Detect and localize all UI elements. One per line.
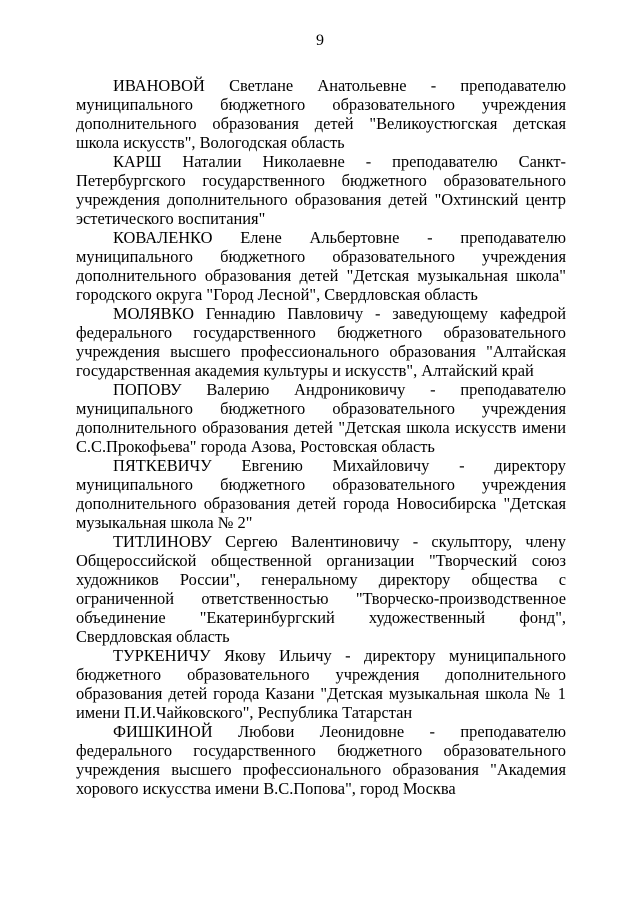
document-body [76,76,566,798]
award-entry-molyavko: МОЛЯВКО Геннадию Павловичу - заведующему кафедрой федерального государственного бюджетного образовательного учреждения высшего профессионального образования "Алтайская государственная академия культуры и искусств", Алтайский край [76,304,566,380]
award-entry-fishkina: ФИШКИНОЙ Любови Леонидовне - преподавателю федерального государственного бюджетного образовательного учреждения высшего профессионального образования "Академия хорового искусства имени В.С.Попова", город Москва [76,722,566,798]
page-number: 9 [316,32,324,49]
award-entry-popov: ПОПОВУ Валерию Андрониковичу - преподавателю муниципального бюджетного образовательного учреждения дополнительного образования детей "Детская школа искусств имени С.С.Прокофьева" города Азова, Ростовская область [76,380,566,456]
award-entry-ivanova: ИВАНОВОЙ Светлане Анатольевне - преподавателю муниципального бюджетного образовательного учреждения дополнительного образования детей "Великоустюгская детская школа искусств", Вологодская область [76,76,566,152]
award-entry-turkenich: ТУРКЕНИЧУ Якову Ильичу - директору муниципального бюджетного образовательного учреждения дополнительного образования детей города Казани "Детская музыкальная школа № 1 имени П.И.Чайковского", Республика Татарстан [76,646,566,722]
award-entry-karsh: КАРШ Наталии Николаевне - преподавателю Санкт-Петербургского государственного бюджетного образовательного учреждения дополнительного образования детей "Охтинский центр эстетического воспитания" [76,152,566,228]
award-entry-pyatkevich: ПЯТКЕВИЧУ Евгению Михайловичу - директору муниципального бюджетного образовательного учреждения дополнительного образования детей города Новосибирска "Детская музыкальная школа № 2" [76,456,566,532]
award-entry-kovalenko: КОВАЛЕНКО Елене Альбертовне - преподавателю муниципального бюджетного образовательного учреждения дополнительного образования детей "Детская музыкальная школа" городского округа "Город Лесной", Свердловская область [76,228,566,304]
award-entry-titlinov: ТИТЛИНОВУ Сергею Валентиновичу - скульптору, члену Общероссийской общественной организации "Творческий союз художников России", генеральному директору общества с ограниченной ответственностью "Творческо-производственное объединение "Екатеринбургский художественный фонд", Свердловская область [76,532,566,646]
